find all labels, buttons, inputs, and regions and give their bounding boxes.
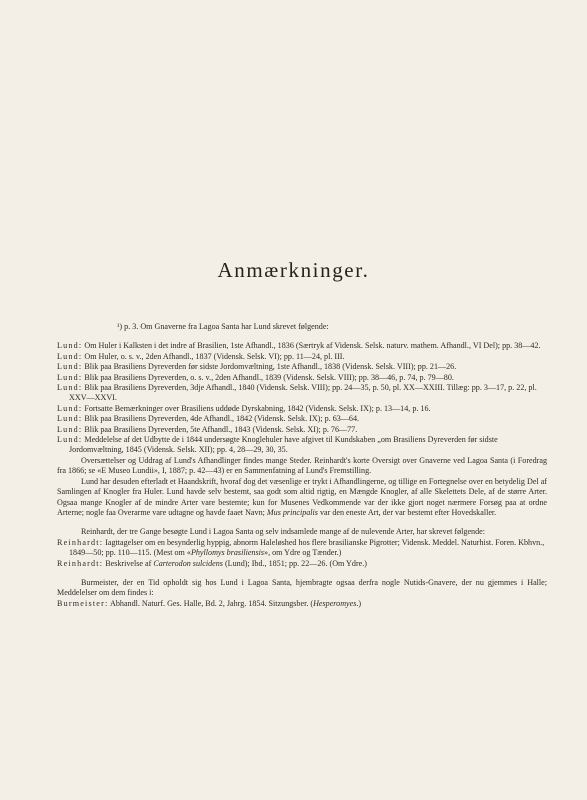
paragraph-oversigt: Oversættelser og Uddrag af Lund's Afhandlinger findes mange Steder. Reinhardt's korte Oversigt over Gnaverne ved Lagoa Santa (i Foredrag fra 1866; se «E Museo Lundii», I, 1887; p. 42—43) er en Sammenfatning af Lund's Fremstilling. [57,455,547,476]
reference-author: Lund: [57,414,83,424]
reference-author: Lund: [57,372,83,382]
reference-text: Blik paa Brasiliens Dyreverden før sidste Jordomvæltning, 1ste Afhandl., 1838 (Vidensk. Selsk. VIII); pp. 21—26. [84,362,457,372]
reference-text-a: Iagttagelser om en besynderlig hyppig, abnorm Haleløshed hos flere brasilianske Pigrotter; Vidensk. Meddel. Naturhist. Foren. Kbhvn., 1849—50; pp. 110—115. (Mest om « [69,537,545,558]
reference-species: Carterodon sulcidens [153,558,223,568]
reference-text: Blik paa Brasiliens Dyreverden, 4de Afhandl., 1842 (Vidensk. Selsk. IX); p. 63—64. [84,414,360,424]
reinhardt-reference [57,538,547,559]
reference-species: Phyllomys brasiliensis [190,548,265,558]
reference-text-a: Abhandl. Naturf. Ges. Halle, Bd. 2, Jahrg. 1854. Sitzungsber. ( [110,598,314,608]
reference-text-b: (Lund); Ibd., 1851; pp. 22—26. (Om Ydre.) [222,558,367,568]
lund-reference [57,425,547,435]
reference-text-a: Beskrivelse af [105,558,154,568]
lund-reference [57,352,547,362]
intro-line: ¹) p. 3. Om Gnaverne fra Lagoa Santa har Lund skrevet følgende: [117,322,329,331]
reference-text: Om Huler i Kalksten i det indre af Brasilien, 1ste Afhandl., 1836 (Særtryk af Vidensk. Selsk. naturv. mathem. Afhandl., VI Del); pp. 38—42. [84,341,541,351]
lund-reference [57,341,547,351]
reference-author: Burmeister: [57,598,109,608]
reference-text: Blik paa Brasiliens Dyreverden, 5te Afhandl., 1843 (Vidensk. Selsk. XI); p. 76—77. [84,424,358,434]
reference-author: Lund: [57,403,83,413]
reference-text: Meddelelse af det Udbytte de i 1844 undersøgte Knoglehuler have afgivet til Kundskaben „om Brasiliens Dyreverden før sidste Jordomvæltning, 1845 (Vidensk. Selsk. XII); pp. 4, 28—29, 30, 35. [69,435,498,455]
lund-reference [57,435,547,456]
paragraph-reinhardt: Reinhardt, der tre Gange besøgte Lund i Lagoa Santa og selv indsamlede mange af de nulevende Arter, har skrevet følgende: [81,527,485,537]
reference-text-b: », om Ydre og Tænder.) [264,548,342,558]
lund-reference [57,414,547,424]
paragraph-lund-text: Lund har desuden efterladt et Haandskrift, hvoraf dog det væsenlige er trykt i Afhandlingerne, og tillige en Fortegnelse over en betydelig Del af Samlingen af Knogler fra Huler. Lund havde selv bestemt, saa godt som altid rigtig, en Mængde Knogler, af alle Skelettets Dele, af de større Arter. Ogsaa mange Knogler af de mindre Arter vare bestemte; kun for Musenes Vedkommende var der ikke gjort noget nærmere Forsøg paa at ordne Arterne; nogle faa Overarme vare udtagne og havde faaet Navn; [57,476,547,517]
reference-author: Lund: [57,435,83,445]
reference-author: Lund: [57,424,83,434]
lund-reference [57,404,547,414]
reference-text-b: .) [356,598,362,608]
notes-body [57,322,547,609]
lund-reference [57,373,547,383]
paragraph-burmeister: Burmeister, der en Tid opholdt sig hos Lund i Lagoa Santa, hjembragte ogsaa derfra nogle Nutids-Gnavere, der nu gjemmes i Halle; Meddelelser om dem findes i: [57,577,547,598]
lund-references [57,341,547,455]
burmeister-reference [57,599,547,609]
reference-author: Lund: [57,341,83,351]
lund-reference [57,383,547,404]
page-title: Anmærkninger. [217,258,370,282]
reference-author: Lund: [57,362,83,372]
reinhardt-reference [57,559,547,569]
reference-text: Fortsatte Bemærkninger over Brasiliens uddøde Dyrskabning, 1842 (Vidensk. Selsk. IX); p. 13—14, p. 16. [84,403,431,413]
reference-text: Blik paa Brasiliens Dyreverden, 3dje Afhandl., 1840 (Vidensk. Selsk. VIII); pp. 24—35, p. 50, pl. XX—XXIII. Tillæg: pp. 3—17, p. 22, pl. XXV—XXVI. [69,383,537,403]
reference-author: Reinhardt: [57,537,104,547]
reference-text: Blik paa Brasiliens Dyreverden, o. s. v., 2den Afhandl., 1839 (Vidensk. Selsk. VIII); pp. 38—46, p. 74, p. 79—80. [84,372,454,382]
reference-author: Lund: [57,351,83,361]
reinhardt-references [57,538,547,569]
reference-text: Om Huler, o. s. v., 2den Afhandl., 1837 (Vidensk. Selsk. VI); pp. 11—24, pl. III. [84,351,345,361]
paragraph-lund-manuscript [57,477,547,519]
reference-species: Hesperomyes [313,598,357,608]
reference-author: Lund: [57,383,83,393]
lund-reference [57,362,547,372]
paragraph-lund-end: var den eneste Art, der var bestemt efter Hovedskaller. [319,507,497,517]
reference-author: Reinhardt: [57,558,104,568]
species-name: Mus principalis [266,507,318,517]
